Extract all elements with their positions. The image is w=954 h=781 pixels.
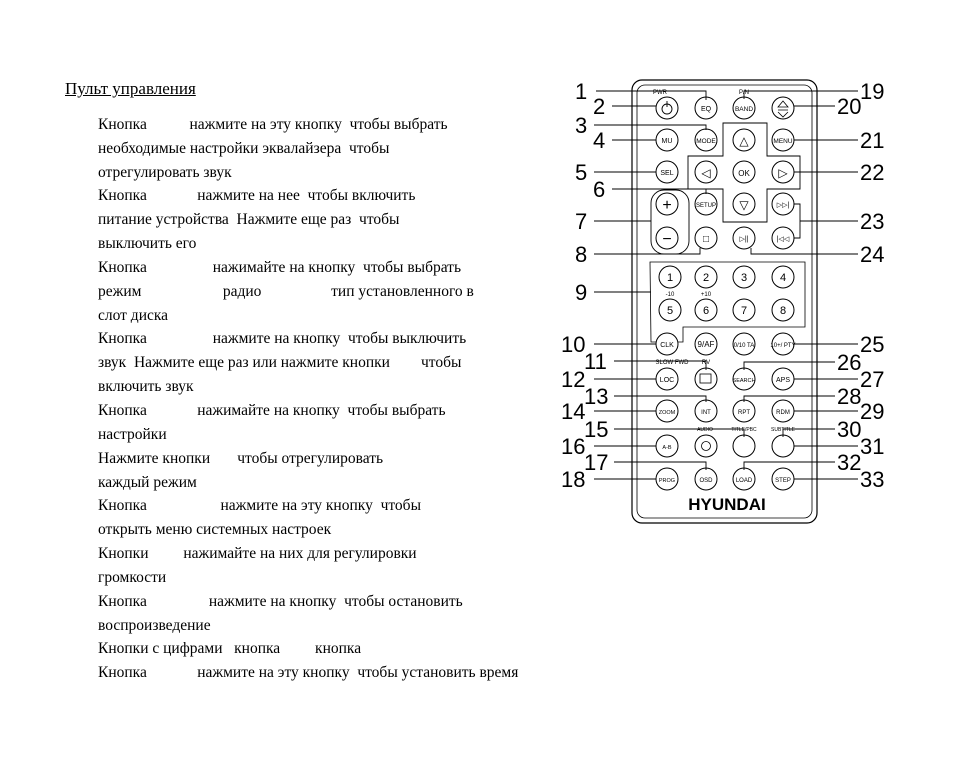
text-line: выключить его	[98, 235, 197, 252]
callout-12: 12	[561, 367, 586, 392]
subtitle-label: SUBTITLE	[771, 427, 795, 433]
right-button[interactable]	[772, 161, 794, 183]
prog-label: PROG	[658, 478, 676, 484]
stop-icon: □	[702, 234, 710, 245]
num-1-button[interactable]	[659, 266, 681, 288]
text-line: Нажмите кнопки чтобы отрегулировать	[98, 450, 384, 467]
num-8-button[interactable]	[772, 299, 794, 321]
callout-1: 1	[575, 79, 588, 104]
zoom-button[interactable]	[656, 400, 678, 422]
callout-14: 14	[561, 399, 586, 424]
stop-button[interactable]	[695, 227, 717, 249]
pty-button[interactable]	[770, 333, 795, 355]
text-line: Кнопки нажимайте на них для регулировки	[98, 545, 417, 562]
ta-button[interactable]	[733, 333, 755, 355]
callout-11: 11	[584, 349, 607, 374]
num-3-button[interactable]	[733, 266, 755, 288]
sel-button[interactable]	[656, 161, 678, 183]
num-label: 4	[779, 272, 787, 284]
callout-3: 3	[575, 113, 588, 138]
text-line: настройки	[98, 426, 167, 443]
rdm-label: RDM	[776, 410, 790, 416]
step-label: STEP	[775, 478, 791, 484]
text-line: Кнопки с цифрами кнопка кнопка	[98, 640, 362, 657]
num-label: 5	[666, 305, 674, 317]
pty-label: 10+/ PTY	[770, 343, 796, 349]
aps-button[interactable]	[772, 368, 794, 390]
eject-button[interactable]	[772, 97, 794, 119]
up-arrow-icon: △	[739, 134, 749, 148]
mode-button[interactable]	[695, 129, 717, 151]
callout-5: 5	[575, 160, 588, 185]
right-arrow-icon: ▷	[778, 166, 788, 180]
callout-16: 16	[561, 434, 586, 459]
callout-32: 32	[837, 450, 862, 475]
setup-button[interactable]	[695, 193, 717, 215]
text-line: открыть меню системных настроек	[98, 521, 332, 538]
prev-button[interactable]	[772, 227, 794, 249]
text-line: необходимые настройки эквалайзера чтобы	[98, 140, 390, 157]
text-line: звук Нажмите еще раз или нажмите кнопки чтобы	[98, 354, 462, 371]
callout-23: 23	[860, 209, 885, 234]
num-label: 6	[702, 305, 710, 317]
minus-icon: −	[662, 231, 672, 248]
text-line: включить звук	[98, 378, 194, 395]
pwr-label: PWR	[653, 90, 667, 96]
mode-label: MODE	[696, 138, 716, 145]
left-button[interactable]	[695, 161, 717, 183]
callout-20: 20	[837, 94, 862, 119]
text-line: питание устройства Нажмите еще раз чтобы	[98, 211, 400, 228]
text-line: воспроизведение	[98, 617, 211, 634]
text-line: Кнопка нажмите на кнопку чтобы остановить	[98, 593, 463, 610]
int-label: INT	[701, 410, 711, 416]
prev-track-icon: |◁◁	[776, 236, 790, 243]
callout-26: 26	[837, 350, 862, 375]
callout-15: 15	[584, 417, 609, 442]
callout-17: 17	[584, 450, 609, 475]
vol-minus-button[interactable]	[656, 227, 678, 249]
callout-18: 18	[561, 467, 586, 492]
eq-label: EQ	[700, 106, 712, 113]
num-6-button[interactable]	[695, 299, 717, 321]
subtitle-button[interactable]	[772, 435, 794, 457]
callout-28: 28	[837, 384, 862, 409]
callout-8: 8	[575, 242, 588, 267]
play-pause-button[interactable]	[733, 227, 755, 249]
ok-button[interactable]	[733, 161, 755, 183]
callout-9: 9	[575, 280, 588, 305]
aps-label: APS	[775, 377, 791, 384]
minus10-label: -10	[665, 292, 675, 298]
loc-label: LOC	[659, 377, 675, 384]
audio-label: AUDIO	[697, 427, 713, 433]
setup-label: SETUP	[695, 203, 717, 209]
callout-13: 13	[584, 384, 609, 409]
osd-label: OSD	[699, 478, 713, 484]
callout-7: 7	[575, 209, 588, 234]
num-7-button[interactable]	[733, 299, 755, 321]
callout-29: 29	[860, 399, 885, 424]
title-pbc-label: TITLE/PBC	[731, 427, 757, 433]
text-line: Кнопка нажмите на эту кнопку чтобы	[98, 497, 421, 514]
plus-icon: +	[662, 197, 672, 214]
page-title: Пульт управления	[65, 79, 196, 98]
title-pbc-button[interactable]	[733, 435, 755, 457]
down-arrow-icon: ▽	[739, 198, 749, 212]
next-track-icon: ▷▷|	[776, 202, 790, 209]
rv-label: RV	[701, 360, 711, 366]
power-button[interactable]	[656, 97, 678, 119]
brand-logo: HYUNDAI	[688, 495, 766, 514]
af-button[interactable]	[695, 333, 717, 355]
callout-lines	[594, 91, 858, 479]
prog-button[interactable]	[656, 468, 678, 490]
osd-button[interactable]	[695, 468, 717, 490]
rpt-label: RPT	[738, 410, 750, 416]
num-4-button[interactable]	[772, 266, 794, 288]
num-label: 3	[740, 272, 748, 284]
pn-label: P/N	[738, 90, 750, 96]
int-button[interactable]	[695, 400, 717, 422]
rv-button[interactable]	[695, 368, 717, 390]
search-button[interactable]	[733, 368, 756, 390]
num-label: 2	[702, 272, 710, 284]
text-line: громкости	[98, 569, 167, 586]
callout-6: 6	[593, 177, 606, 202]
callout-27: 27	[860, 367, 885, 392]
step-button[interactable]	[772, 468, 794, 490]
text-line: отрегулировать звук	[98, 164, 232, 181]
callout-30: 30	[837, 417, 862, 442]
up-button[interactable]	[733, 129, 755, 151]
clk-button[interactable]	[656, 333, 678, 355]
left-arrow-icon: ◁	[701, 166, 711, 180]
text-line: Кнопка нажмите на эту кнопку чтобы выбрать	[98, 116, 448, 133]
vol-plus-button[interactable]	[656, 193, 678, 215]
slow-fwd-label: SLOW FWD	[655, 360, 689, 366]
num-label: 1	[666, 272, 674, 284]
menu-button[interactable]	[772, 129, 794, 151]
af-label: 9/AF	[697, 340, 715, 349]
load-button[interactable]	[733, 468, 755, 490]
text-line: каждый режим	[98, 474, 197, 491]
callout-19: 19	[860, 79, 885, 104]
ab-label: A-B	[662, 445, 672, 451]
callout-10: 10	[561, 332, 586, 357]
num-2-button[interactable]	[695, 266, 717, 288]
text-line: Кнопка нажимайте на кнопку чтобы выбрать	[98, 402, 446, 419]
callout-33: 33	[860, 467, 885, 492]
band-label: BAND	[734, 106, 754, 113]
callout-21: 21	[860, 128, 885, 153]
text-line: слот диска	[98, 307, 169, 324]
callout-24: 24	[860, 242, 885, 267]
mu-label: MU	[661, 138, 673, 145]
callout-31: 31	[860, 434, 885, 459]
text-line: режим радио тип установленного в	[98, 283, 474, 300]
search-label: SEARCH	[732, 378, 756, 384]
num-label: 7	[740, 305, 748, 317]
plus10-label: +10	[700, 292, 712, 298]
callout-25: 25	[860, 332, 885, 357]
menu-label: MENU	[773, 138, 793, 145]
num-label: 8	[779, 305, 787, 317]
callout-2: 2	[593, 94, 606, 119]
eq-button[interactable]	[695, 97, 717, 119]
band-button[interactable]	[733, 97, 755, 119]
zoom-label: ZOOM	[658, 410, 676, 416]
sel-label: SEL	[660, 170, 674, 177]
text-line: Кнопка нажмите на эту кнопку чтобы установить время	[98, 664, 519, 681]
text-line: Кнопка нажмите на нее чтобы включить	[98, 187, 416, 204]
ab-button[interactable]	[656, 435, 678, 457]
play-pause-icon: ▷||	[739, 236, 749, 243]
callout-22: 22	[860, 160, 885, 185]
num-5-button[interactable]	[659, 299, 681, 321]
callout-4: 4	[593, 128, 606, 153]
loc-button[interactable]	[656, 368, 678, 390]
rdm-button[interactable]	[772, 400, 794, 422]
ok-label: OK	[738, 169, 750, 178]
next-button[interactable]	[772, 193, 794, 215]
rpt-button[interactable]	[733, 400, 755, 422]
mu-button[interactable]	[656, 129, 678, 151]
down-button[interactable]	[733, 193, 755, 215]
clk-label: CLK	[660, 342, 674, 349]
text-line: Кнопка нажмите на кнопку чтобы выключить	[98, 330, 467, 347]
audio-button[interactable]	[695, 435, 717, 457]
text-line: Кнопка нажимайте на кнопку чтобы выбрать	[98, 259, 462, 276]
ta-label: 0/10 TA	[733, 343, 755, 349]
load-label: LOAD	[735, 478, 753, 484]
